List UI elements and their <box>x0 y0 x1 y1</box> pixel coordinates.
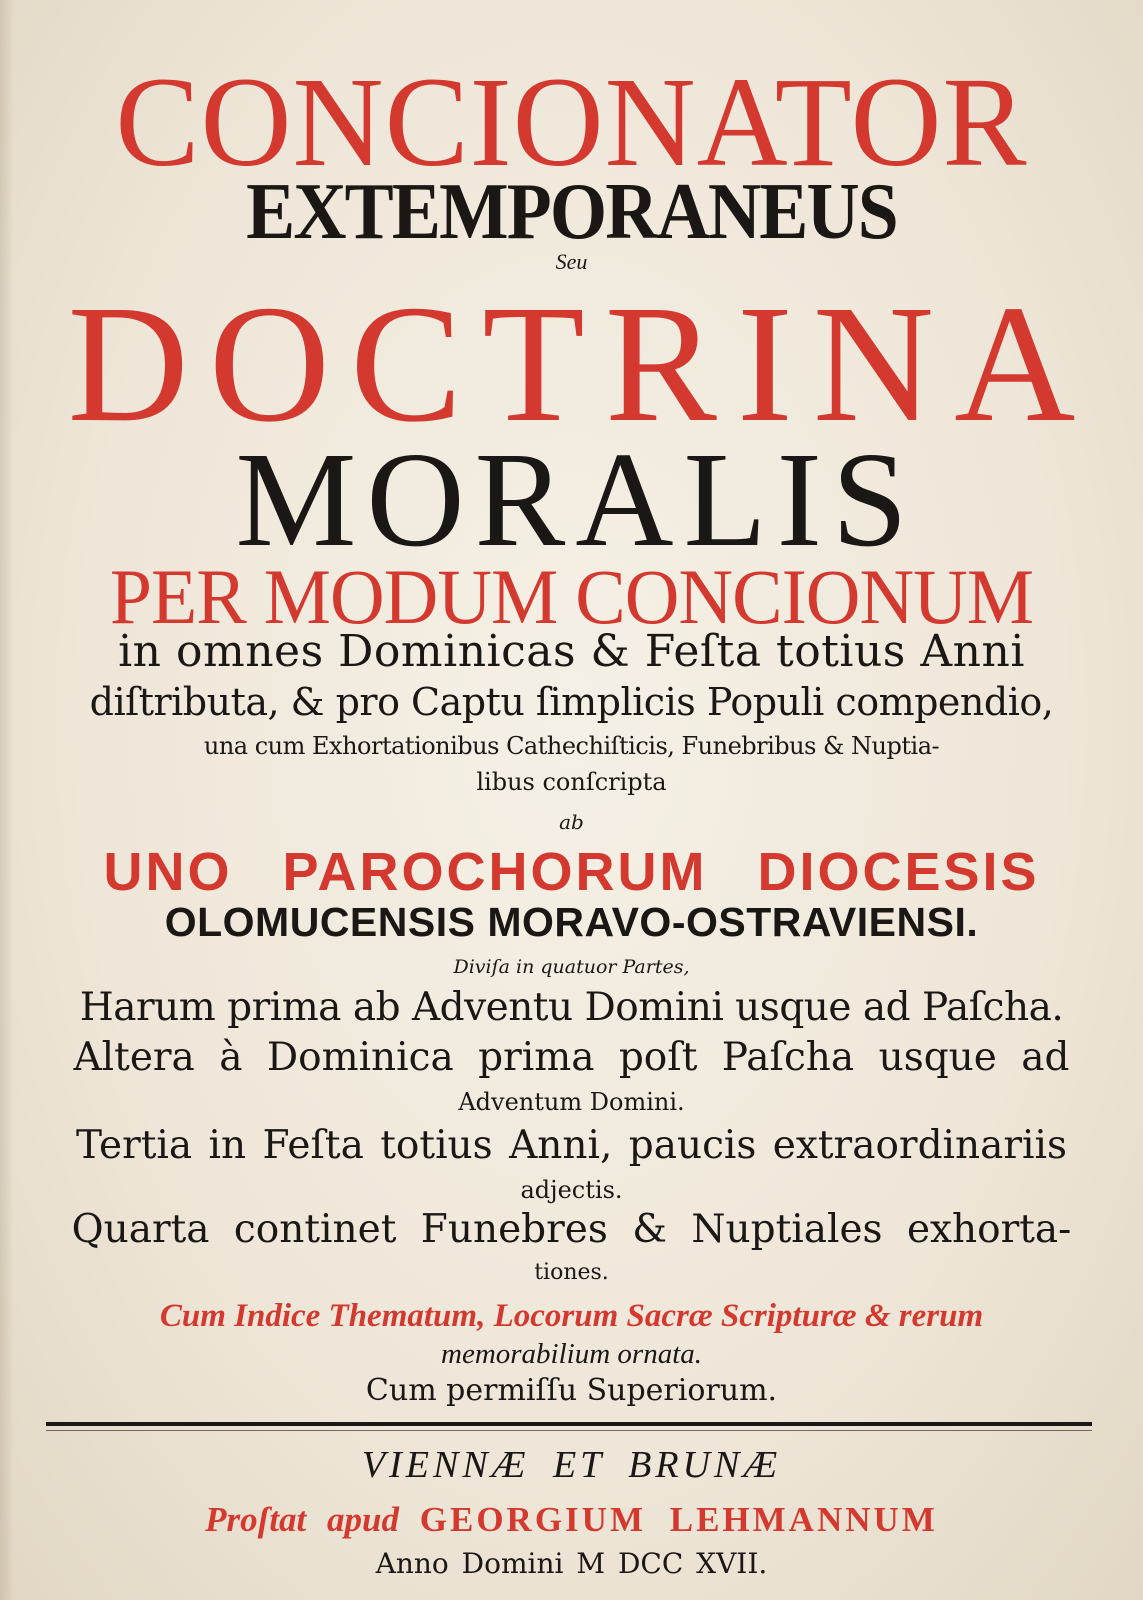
title-doctrina: DOCTRINA <box>67 271 1096 457</box>
subtitle-line-2: diſtributa, & pro Captu ſimplicis Populi compendio, <box>89 680 1054 724</box>
imprint-prostat: Proſtat apud <box>205 1500 399 1539</box>
subtitle-line-3: una cum Exhortationibus Cathechiſticis, Funebribus & Nuptia- <box>203 732 940 760</box>
imprint-publisher-line <box>0 1502 1143 1537</box>
divider-rule <box>46 1422 1092 1426</box>
subtitle-line-1: in omnes Dominicas & Feſta totius Anni <box>118 626 1025 677</box>
subtitle-ab: ab <box>559 810 584 834</box>
imprint-year: Anno Domini M DCC XVII. <box>375 1547 768 1580</box>
part-4: Quarta continet Funebres & Nuptiales exhorta- <box>71 1207 1072 1252</box>
title-extemporaneus: EXTEMPORANEUS <box>246 168 897 256</box>
author-line-2: OLOMUCENSIS MORAVO-OSTRAVIENSI. <box>164 899 979 945</box>
subtitle-line-4: libus conſcripta <box>476 768 667 796</box>
part-3: Tertia in Feſta totius Anni, paucis extraordinariis <box>76 1123 1067 1168</box>
part-4-continued: tiones. <box>534 1260 609 1285</box>
title-seu: Seu <box>555 249 588 274</box>
title-moralis: MORALIS <box>235 425 918 575</box>
part-2-continued: Adventum Domini. <box>458 1088 685 1116</box>
permission-note: Cum permiſſu Superiorum. <box>365 1373 778 1408</box>
part-2: Altera à Dominica prima poſt Paſcha usque ad <box>73 1035 1070 1080</box>
imprint-city: VIENNÆ ET BRUNÆ <box>361 1444 782 1486</box>
imprint-publisher: GEORGIUM LEHMANNUM <box>419 1500 938 1539</box>
title-per-modum: PER MODUM CONCIONUM <box>109 553 1034 640</box>
author-line-1: UNO PAROCHORUM DIOCESIS <box>103 842 1040 902</box>
part-1: Harum prima ab Adventu Domini usque ad Paſcha. <box>79 985 1064 1030</box>
index-note-continued: memorabilium ornata. <box>441 1338 702 1370</box>
part-3-continued: adjectis. <box>520 1176 623 1204</box>
index-note: Cum Indice Thematum, Locorum Sacræ Scripturæ & rerum <box>159 1298 984 1334</box>
title-concionator: CONCIONATOR <box>115 51 1028 193</box>
parts-intro: Diviſa in quatuor Partes, <box>453 956 690 978</box>
divider-rule-thin <box>46 1430 1092 1431</box>
